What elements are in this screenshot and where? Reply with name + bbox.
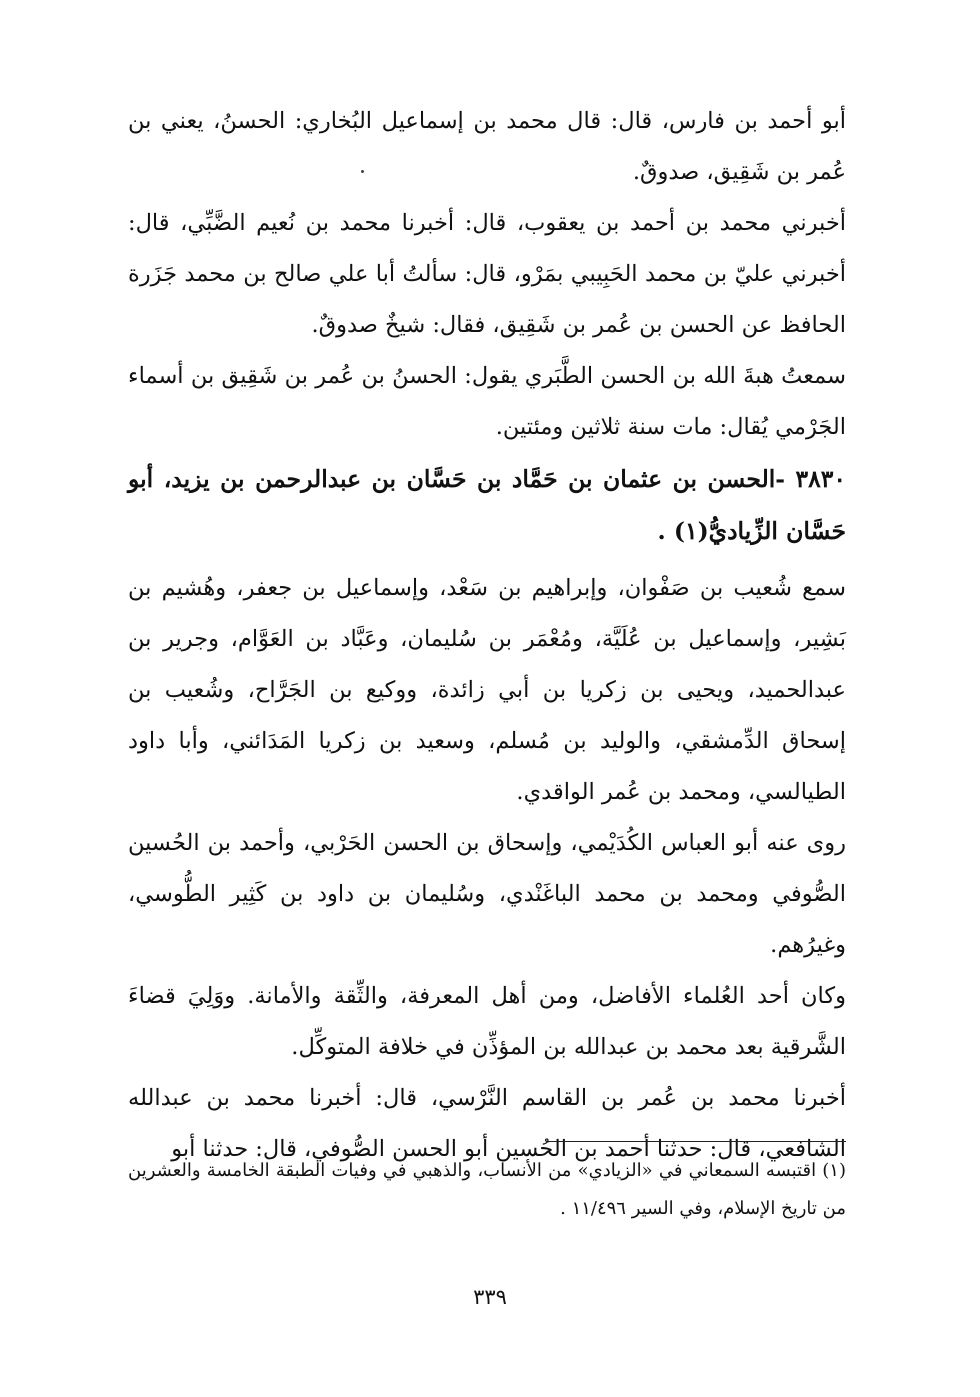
paragraph: سمعتُ هبةَ الله بن الحسن الطَّبَري يقول: الحسنُ بن عُمر بن شَقِيق بن أسماء الجَرْمي يُقال: مات سنة ثلاثين ومئتين. — [128, 363, 846, 440]
main-text-block — [128, 96, 846, 1175]
paragraph: وكان أحد العُلماء الأفاضل، ومن أهل المعرفة، والثِّقة والأمانة. ووَلِيَ قضاءَ الشَّرقية بعد محمد بن عبدالله بن المؤذِّن في خلافة المتوكِّل. — [128, 983, 846, 1060]
paragraph: أبو أحمد بن فارس، قال: قال محمد بن إسماعيل البُخاري: الحسنُ، يعني بن عُمر بن شَقِيق، صدوقٌ. — [128, 108, 846, 185]
paragraph: أخبرنا محمد بن عُمر بن القاسم النَّرْسي، قال: أخبرنا محمد بن عبدالله الشافعي، قال: حدثنا أحمد بن الحُسين أبو الحسن الصُّوفي، قال: حدثنا أبو — [128, 1085, 846, 1162]
paragraph: روى عنه أبو العباس الكُدَيْمي، وإسحاق بن الحسن الحَرْبي، وأحمد بن الحُسين الصُّوفي ومحمد بن محمد الباغَنْدي، وسُليمان بن داود بن كَثِير الطُّوسي، وغيرُهم. — [128, 830, 846, 958]
entry-heading: ٣٨٣٠ -الحسن بن عثمان بن حَمَّاد بن حَسَّان بن عبدالرحمن بن يزيد، أبو حَسَّان الزِّياديُّ(١) . — [128, 465, 846, 545]
footnote-separator — [548, 1141, 846, 1142]
paragraph: سمع شُعيب بن صَفْوان، وإبراهيم بن سَعْد، وإسماعيل بن جعفر، وهُشيم بن بَشِير، وإسماعيل بن عُلَيَّة، ومُعْمَر بن سُليمان، وعَبَّاد بن العَوَّام، وجرير بن عبدالحميد، ويحيى بن زكريا بن أبي زائدة، ووكيع بن الجَرَّاح، وشُعيب بن إسحاق الدِّمشقي، والوليد بن مُسلم، وسعيد بن زكريا المَدَائني، وأبا داود الطيالسي، ومحمد بن عُمر الواقدي. — [128, 575, 846, 805]
footnotes — [128, 1152, 846, 1228]
page-number: ٣٣٩ — [473, 1285, 507, 1309]
paragraph: أخبرني محمد بن أحمد بن يعقوب، قال: أخبرنا محمد بن نُعيم الضَّبِّي، قال: أخبرني عليّ بن محمد الحَبِيبي بمَرْو، قال: سألتُ أبا علي صالح بن محمد جَزَرة الحافظ عن الحسن بن عُمر بن شَقِيق، فقال: شيخٌ صدوقٌ. — [128, 210, 846, 338]
footnote: (١) اقتبسه السمعاني في «الزيادي» من الأنساب، والذهبي في وفيات الطبقة الخامسة والعشرين من تاريخ الإسلام، وفي السير ١١/٤٩٦ . — [128, 1160, 846, 1219]
